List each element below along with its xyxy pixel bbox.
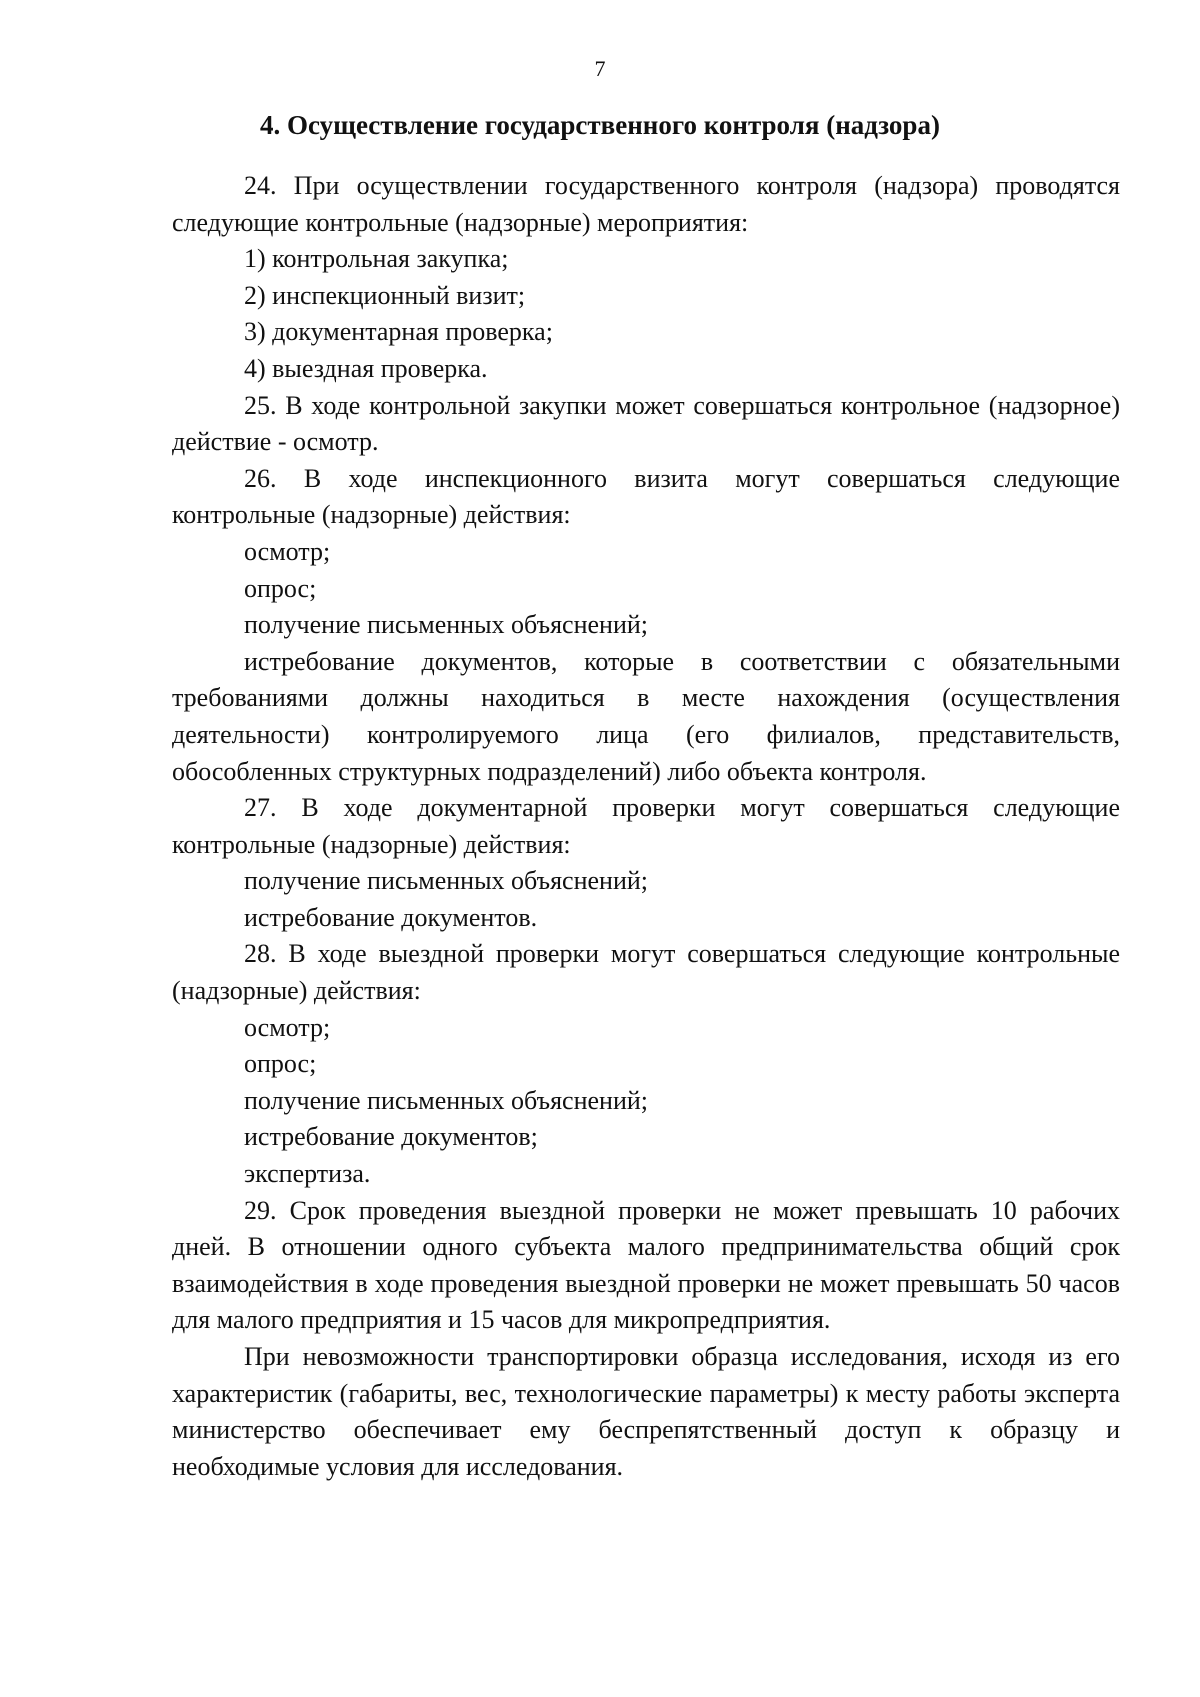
list-item: опрос; — [244, 573, 317, 603]
list-item: опрос; — [244, 1049, 317, 1079]
paragraph-27: 27. В ходе документарной проверки могут совершаться следующие контрольные (надзорные) действия: — [172, 793, 1120, 859]
section-heading: 4. Осуществление государственного контроля (надзора) — [260, 110, 940, 140]
paragraph: При невозможности транспортировки образца исследования, исходя из его характеристик (габариты, вес, технологические параметры) к месту работы эксперта министерство обеспечивает ему беспрепятственный доступ к образцу и необходимые условия для исследования. — [172, 1342, 1120, 1481]
list-item: осмотр; — [244, 536, 331, 566]
page-number: 7 — [594, 56, 606, 81]
list-item: истребование документов; — [244, 1122, 538, 1152]
paragraph-28: 28. В ходе выездной проверки могут совершаться следующие контрольные (надзорные) действия: — [172, 939, 1120, 1006]
list-item: 3) документарная проверка; — [244, 317, 553, 347]
paragraph-24: 24. При осуществлении государственного контроля (надзора) проводятся следующие контрольные (надзорные) мероприятия: — [172, 171, 1120, 237]
list-item: получение письменных объяснений; — [244, 866, 648, 896]
list-item: получение письменных объяснений; — [244, 1085, 648, 1115]
paragraph-26: 26. В ходе инспекционного визита могут совершаться следующие контрольные (надзорные) действия: — [172, 463, 1120, 530]
paragraph-25: 25. В ходе контрольной закупки может совершаться контрольное (надзорное) действие - осмотр. — [172, 390, 1120, 457]
list-item: 2) инспекционный визит; — [244, 280, 526, 310]
list-item: получение письменных объяснений; — [244, 610, 648, 640]
list-item: 4) выездная проверка. — [244, 353, 488, 383]
list-item: истребование документов. — [244, 902, 538, 932]
list-item: истребование документов, которые в соответствии с обязательными требованиями должны находиться в месте нахождения (осуществления деятельности) контролируемого лица (его филиалов, представительств, обособленных структурных подразделений) либо объекта контроля. — [172, 646, 1120, 786]
document-body — [172, 168, 1120, 1485]
paragraph-29: 29. Срок проведения выездной проверки не может превышать 10 рабочих дней. В отношении одного субъекта малого предпринимательства общий срок взаимодействия в ходе проведения выездной проверки не может превышать 50 часов для малого предприятия и 15 часов для микропредприятия. — [172, 1195, 1120, 1335]
list-item: экспертиза. — [244, 1159, 371, 1189]
list-item: осмотр; — [244, 1012, 331, 1042]
list-item: 1) контрольная закупка; — [244, 244, 509, 274]
